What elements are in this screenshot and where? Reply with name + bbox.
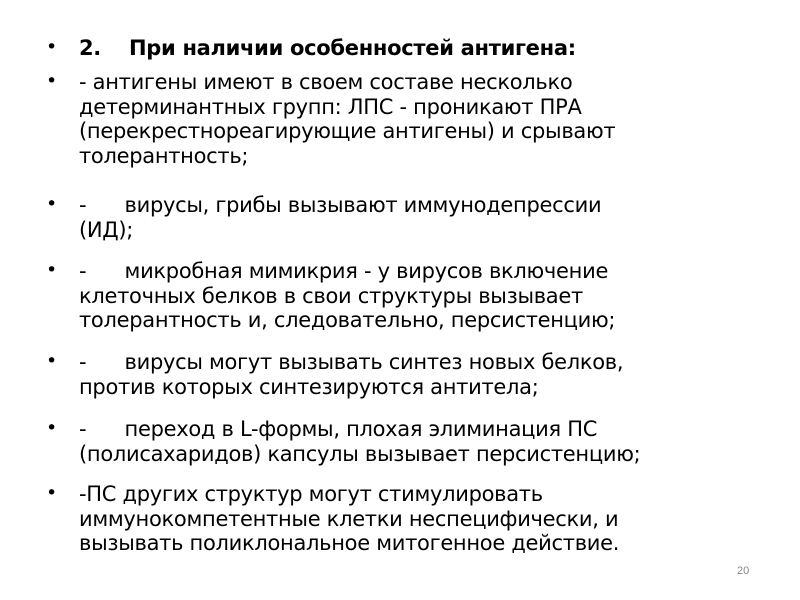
text-line: клеточных белков в свои структуры вызывает <box>79 283 583 308</box>
list-item-text <box>79 350 779 399</box>
bullet-glyph: • <box>46 350 58 372</box>
text-line: детерминантных групп: ЛПС - проникают ПРА <box>79 94 582 119</box>
page-number: 20 <box>737 565 750 577</box>
bullet-glyph: • <box>46 417 58 439</box>
text-line: - вирусы могут вызывать синтез новых белков, <box>79 350 624 374</box>
text-line: (перекрестнореагирующие антигены) и срывают <box>79 119 616 143</box>
list-item-text <box>79 417 779 466</box>
text-line: (полисахаридов) капсулы вызывает персистенцию; <box>79 441 641 466</box>
text-line: против которых синтезируются антитела; <box>79 374 539 399</box>
bullet-glyph: • <box>46 36 58 58</box>
list-item-text <box>79 482 779 556</box>
list-item-text <box>79 193 779 242</box>
bullet-glyph: • <box>46 482 58 504</box>
bullet-glyph: • <box>46 193 58 215</box>
text-line: 2. При наличии особенностей антигена: <box>79 36 576 60</box>
text-line: - вирусы, грибы вызывают иммунодепрессии <box>79 193 602 217</box>
text-line: - микробная мимикрия - у вирусов включение <box>79 259 609 283</box>
text-line: вызывать поликлональное митогенное действие. <box>79 531 620 555</box>
text-line: толерантность; <box>79 143 249 168</box>
text-line: иммунокомпетентные клетки неспецифически, и <box>79 506 619 531</box>
text-line: - антигены имеют в своем составе несколько <box>79 70 573 94</box>
list-item-text <box>79 259 779 333</box>
list-item-text <box>79 70 779 168</box>
text-line: - переход в L-формы, плохая элиминация ПС <box>79 417 598 441</box>
text-line: -ПС других структур могут стимулировать <box>79 482 543 506</box>
text-line: толерантность и, следовательно, персистенцию; <box>79 308 616 332</box>
bullet-glyph: • <box>46 259 58 281</box>
list-item-heading <box>79 36 779 61</box>
text-line: (ИД); <box>79 217 134 242</box>
bullet-glyph: • <box>46 70 58 92</box>
